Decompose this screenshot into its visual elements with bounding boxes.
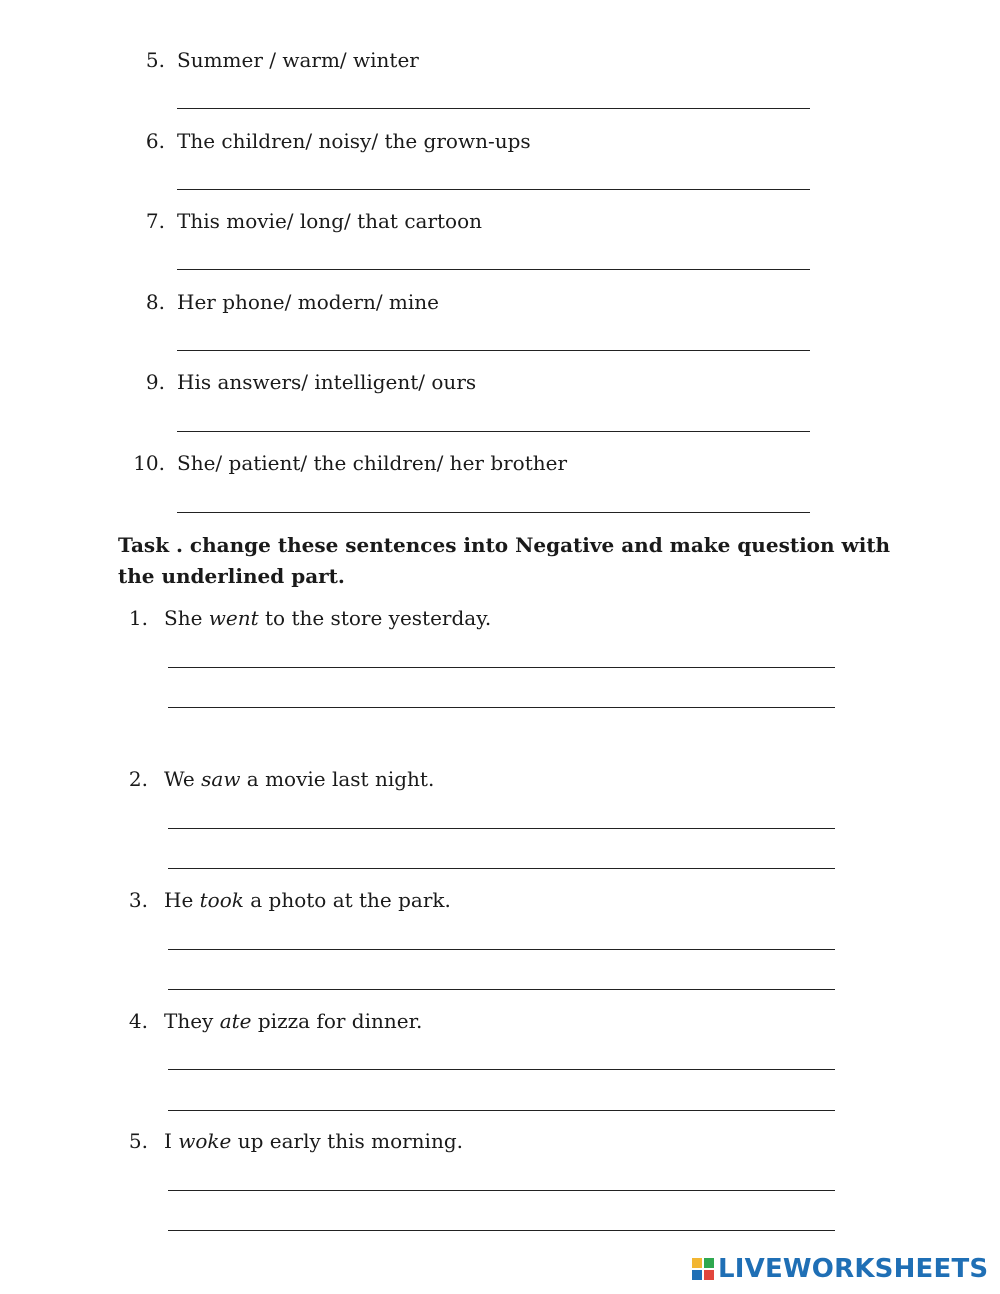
item-number: 2. bbox=[128, 767, 148, 791]
logo-text: LIVEWORKSHEETS bbox=[718, 1254, 989, 1284]
verb-highlight: went bbox=[208, 606, 259, 630]
item-prompt: This movie/ long/ that cartoon bbox=[177, 209, 483, 233]
answer-line-question[interactable] bbox=[168, 1110, 835, 1111]
logo-square bbox=[704, 1258, 714, 1268]
item-number: 7. bbox=[145, 209, 165, 233]
sentence-text: I woke up early this morning. bbox=[164, 1129, 463, 1153]
answer-line-question[interactable] bbox=[168, 868, 835, 869]
answer-line-negative[interactable] bbox=[168, 1190, 835, 1191]
item-prompt: The children/ noisy/ the grown-ups bbox=[177, 129, 531, 153]
item-number: 1. bbox=[128, 606, 148, 630]
logo-mark-icon bbox=[692, 1258, 714, 1280]
answer-line-negative[interactable] bbox=[168, 667, 835, 668]
liveworksheets-logo[interactable] bbox=[692, 1254, 988, 1284]
answer-line[interactable] bbox=[177, 108, 810, 109]
answer-line[interactable] bbox=[177, 189, 810, 190]
item-number: 9. bbox=[145, 370, 165, 394]
answer-line[interactable] bbox=[177, 269, 810, 270]
item-number: 8. bbox=[145, 290, 165, 314]
item-number: 5. bbox=[128, 1129, 148, 1153]
verb-highlight: took bbox=[199, 888, 244, 912]
verb-highlight: ate bbox=[219, 1009, 252, 1033]
answer-line-negative[interactable] bbox=[168, 949, 835, 950]
item-number: 10. bbox=[133, 451, 165, 475]
item-prompt: Her phone/ modern/ mine bbox=[177, 290, 439, 314]
task-heading: Task . change these sentences into Negative and make question with the underlined part. bbox=[118, 533, 891, 588]
logo-square bbox=[704, 1270, 714, 1280]
item-prompt: Summer / warm/ winter bbox=[177, 48, 419, 72]
item-number: 6. bbox=[145, 129, 165, 153]
answer-line[interactable] bbox=[177, 512, 810, 513]
answer-line[interactable] bbox=[177, 350, 810, 351]
item-prompt: She/ patient/ the children/ her brother bbox=[177, 451, 568, 475]
sentence-text: They ate pizza for dinner. bbox=[164, 1009, 423, 1033]
answer-line-negative[interactable] bbox=[168, 828, 835, 829]
answer-line-question[interactable] bbox=[168, 1230, 835, 1231]
verb-highlight: saw bbox=[201, 767, 241, 791]
sentence-text: We saw a movie last night. bbox=[164, 767, 435, 791]
sentence-text: She went to the store yesterday. bbox=[164, 606, 492, 630]
item-number: 5. bbox=[145, 48, 165, 72]
item-number: 4. bbox=[128, 1009, 148, 1033]
sentence-text: He took a photo at the park. bbox=[164, 888, 451, 912]
verb-highlight: woke bbox=[178, 1129, 232, 1153]
answer-line-question[interactable] bbox=[168, 707, 835, 708]
item-number: 3. bbox=[128, 888, 148, 912]
answer-line[interactable] bbox=[177, 431, 810, 432]
logo-square bbox=[692, 1258, 702, 1268]
logo-square bbox=[692, 1270, 702, 1280]
answer-line-question[interactable] bbox=[168, 989, 835, 990]
answer-line-negative[interactable] bbox=[168, 1069, 835, 1070]
item-prompt: His answers/ intelligent/ ours bbox=[177, 370, 477, 394]
